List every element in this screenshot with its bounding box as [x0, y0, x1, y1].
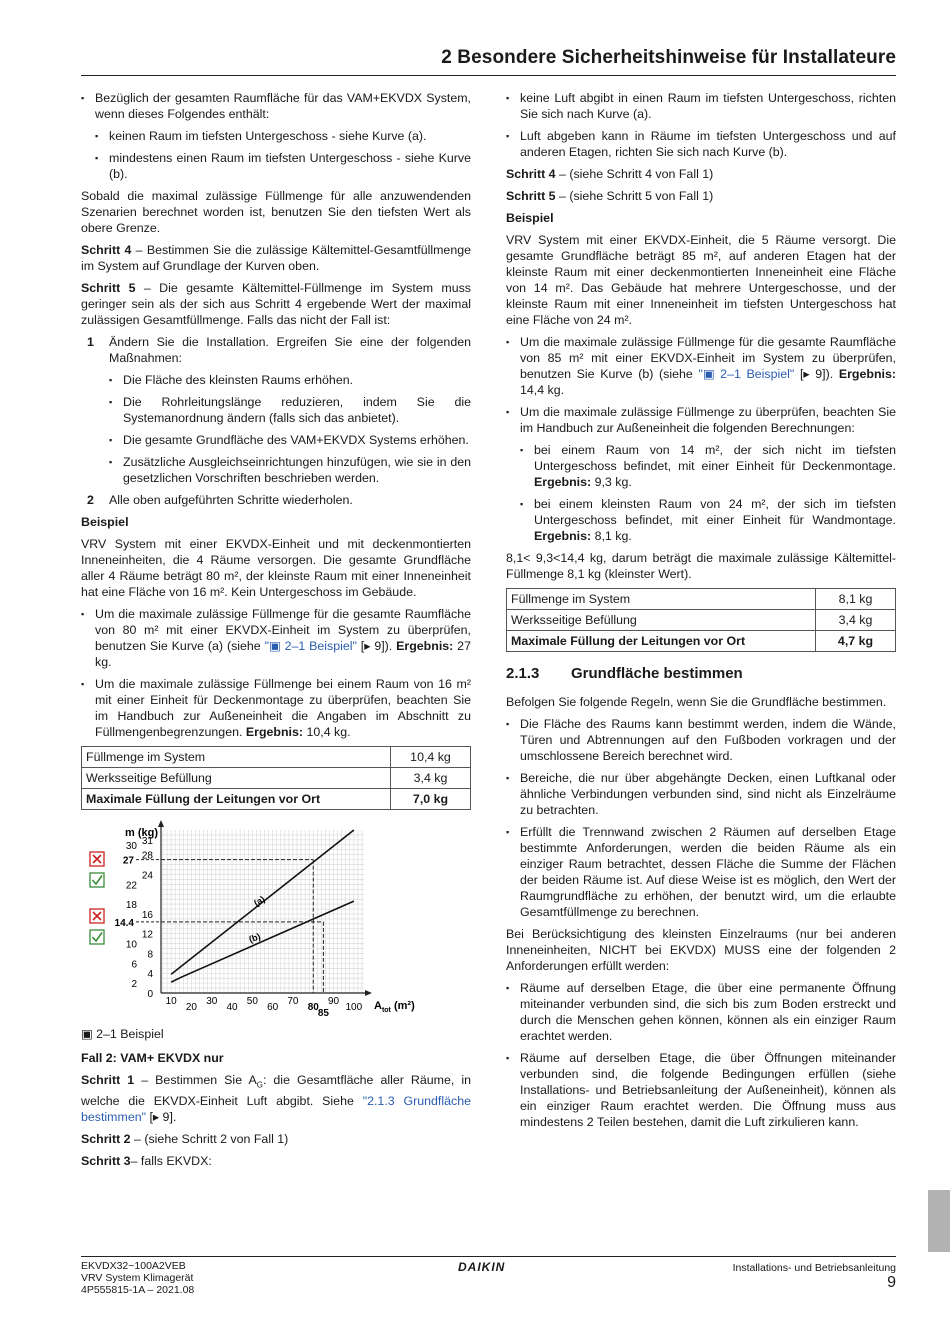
- y-tick-label: 22: [125, 880, 137, 892]
- series-label: (a): [252, 893, 267, 909]
- bullet-list: [81, 606, 471, 740]
- y-tick-label: 0: [147, 989, 153, 1000]
- paragraph: Sobald die maximal zulässige Füllmenge für alle anzuwendenden Szenarien berechnet worden ist, benutzen Sie den tiefsten Wert als obere Grenze.: [81, 189, 471, 235]
- list-item: 2 Alle oben aufgeführten Schritte wiederholen.: [87, 493, 353, 507]
- y-tick-label: 2: [131, 979, 137, 991]
- case-heading: Fall 2: VAM+ EKVDX nur: [81, 1051, 224, 1065]
- step-4: Schritt 4 – Bestimmen Sie die zulässige Kältemittel-Gesamtfüllmenge im System auf Grundlage der Kurven oben.: [81, 243, 472, 273]
- x-tick-label: 10: [165, 996, 177, 1007]
- list-item: ▪ Um die maximale zulässige Füllmenge für die gesamte Raumfläche von 85 m² mit einer EKVDX-Einheit im System zu überprüfen, benutzen Sie Kurve (b) (siehe "▣ 2–1 Beispiel" [▸ 9]). Ergebnis: 14,4 kg.: [506, 334, 896, 398]
- cross-icon: [90, 852, 104, 866]
- y-tick-label: 18: [125, 900, 137, 912]
- x-tick-label: 100: [345, 1002, 363, 1013]
- x-marker-label: 85: [317, 1008, 329, 1019]
- sub-list: [109, 372, 471, 486]
- footer-manual-title: Installations- und Betriebsanleitung: [732, 1262, 896, 1274]
- table-row: Füllmenge im System 8,1 kg: [507, 589, 896, 610]
- list-item: ▪ Die Fläche des Raums kann bestimmt werden, indem die Wände, Türen und Abtrennungen auf den Fußboden vorkragen und der umschlossene Bereich berechnet wird.: [506, 716, 896, 764]
- y-axis-label: m (kg): [125, 827, 158, 839]
- list-item: ▪ Die Rohrleitungslänge reduzieren, indem Sie die Systemanordnung ändern (falls sich das anbietet).: [109, 394, 471, 426]
- y-tick-label: 24: [141, 870, 153, 882]
- bullet-list: [506, 334, 896, 544]
- x-tick-label: 40: [226, 1002, 238, 1013]
- footer-rule: [81, 1256, 896, 1257]
- series-line: [171, 901, 354, 982]
- list-item: ▪ Die Fläche des kleinsten Raums erhöhen.: [109, 372, 471, 388]
- page-header-title: 2 Besondere Sicherheitshinweise für Installateure: [441, 47, 896, 68]
- step-3: Schritt 3– falls EKVDX:: [81, 1154, 212, 1169]
- table-row: Maximale Füllung der Leitungen vor Ort 7,0 kg: [82, 789, 471, 810]
- x-tick-label: 30: [206, 996, 218, 1007]
- y-tick-label: 14.4: [114, 917, 134, 929]
- x-tick-label: 90: [327, 996, 340, 1007]
- series-label: (b): [247, 931, 262, 945]
- sub-list: [520, 442, 896, 544]
- paragraph: 8,1< 9,3<14,4 kg, darum beträgt die maximale zulässige Kältemittel-Füllmenge 8,1 kg (kleinster Wert).: [506, 551, 896, 581]
- paragraph: Befolgen Sie folgende Regeln, wenn Sie die Grundfläche bestimmen.: [506, 695, 887, 709]
- step-5: Schritt 5 – Die gesamte Kältemittel-Füllmenge im System muss geringer sein als der sich aus Schritt 4 ergebende Wert der maximal zulässigen Gesamtfüllmenge. Falls das nicht der Fall ist:: [81, 281, 471, 327]
- list-item: ▪ Um die maximale zulässige Füllmenge für die gesamte Raumfläche von 80 m² mit einer EKVDX-Einheit im System zu überprüfen, benutzen Sie Kurve (a) (siehe "▣ 2–1 Beispiel" [▸ 9]). Ergebnis: 27 kg.: [81, 606, 471, 670]
- y-tick-label: 12: [141, 929, 153, 941]
- list-item: ▪ Um die maximale zulässige Füllmenge zu überprüfen, beachten Sie im Handbuch zur Außeneinheit die folgenden Berechnungen: ▪ bei einem Raum von 14 m², der sich nicht im tiefsten Untergeschoss befindet, mit einer Einheit für Deckenmontage. Ergebnis: 9,3 kg. ▪ bei einem kleinsten Raum von 24 m², der sich im tiefsten Untergeschoss befindet, mit einer Einheit für Wandmontage. Ergebnis: 8,1 kg.: [506, 404, 896, 544]
- x-axis-arrow: [365, 990, 372, 996]
- list-item: ▪ Erfüllt die Trennwand zwischen 2 Räumen auf derselben Etage bestimmte Anforderungen, werden die beiden Räume als ein einziger Raum betrachtet, dessen Fläche die Summe der Flächen der beiden Räume ist. Auf diese Weise ist es möglich, den Wert der Raumgrundfläche zu erhöhen, der benutzt wird, um die erlaubte Gesamtfüllmenge zu berechnen.: [506, 824, 896, 920]
- list-item: ▪ keinen Raum im tiefsten Untergeschoss - siehe Kurve (a).: [95, 128, 471, 144]
- bullet-list: [81, 90, 471, 182]
- y-tick-label: 31: [141, 835, 153, 847]
- example-heading: Beispiel: [506, 211, 554, 225]
- cross-icon: [90, 909, 104, 923]
- chart-svg: [81, 820, 471, 1020]
- y-tick-label: 16: [141, 909, 153, 921]
- list-item: ▪ mindestens einen Raum im tiefsten Untergeschoss - siehe Kurve (b).: [95, 150, 471, 182]
- header-rule: [81, 75, 896, 76]
- table-row: Werksseitige Befüllung 3,4 kg: [82, 768, 471, 789]
- list-item: ▪ Um die maximale zulässige Füllmenge bei einem Raum von 16 m² mit einer Einheit für Deckenmontage zu überprüfen, beachten Sie im Handbuch zur Außeneinheit die Angaben im Abschnitt zu Füllmengenbegrenzungen. Ergebnis: 10,4 kg.: [81, 676, 471, 740]
- step-4: Schritt 4 – (siehe Schritt 4 von Fall 1): [506, 167, 714, 181]
- check-icon: [90, 873, 104, 887]
- y-tick-label: 6: [131, 959, 137, 971]
- y-tick-label: 28: [141, 850, 153, 862]
- list-item: ▪ Die gesamte Grundfläche des VAM+EKVDX Systems erhöhen.: [109, 432, 471, 448]
- chart: [81, 820, 471, 1020]
- check-icon: [90, 930, 104, 944]
- table-row: Füllmenge im System 10,4 kg: [82, 747, 471, 768]
- figure-link[interactable]: "▣ 2–1 Beispiel": [264, 639, 357, 653]
- y-tick-label: 27: [122, 855, 134, 867]
- charge-table: [81, 746, 471, 810]
- y-tick-label: 8: [147, 949, 153, 961]
- paragraph: VRV System mit einer EKVDX-Einheit und mit deckenmontierten Inneneinheiten, die 4 Räume versorgen. Die gesamte Grundfläche aller 4 Räume beträgt 80 m², der kleinste Raum mit einer Inneneinheit hat eine Fläche von 16 m². Kein Untergeschoss im Gebäude.: [81, 537, 471, 599]
- section-heading: 2.1.3 Grundfläche bestimmen: [506, 665, 743, 682]
- charge-table: [506, 588, 896, 652]
- list-item: 1 Ändern Sie die Installation. Ergreifen Sie eine der folgenden Maßnahmen: ▪ Die Fläche des kleinsten Raums erhöhen. ▪ Die Rohrleitungslänge reduzieren, indem Sie die Systemanordnung ändern (falls sich das anbietet). ▪ Die gesamte Grundfläche des VAM+EKVDX Systems erhöhen. ▪ Zusätzliche Ausgleichseinrichtungen hinzufügen, wie sie in den gesetzlichen Vorschriften beschrieben werden.: [81, 334, 471, 486]
- left-column: [81, 90, 471, 1175]
- x-tick-label: 70: [287, 996, 299, 1007]
- x-tick-label: 20: [185, 1002, 198, 1013]
- list-item: ▪ Räume auf derselben Etage, die über eine permanente Öffnung miteinander verbunden sind, die sich bis zum Boden erstreckt und durch die Menschen gehen können, können als ein einziger Raum erachtet werden.: [506, 980, 896, 1044]
- list-item: ▪ bei einem kleinsten Raum von 24 m², der sich im tiefsten Untergeschoss befindet, mit einer Einheit für Wandmontage. Ergebnis: 8,1 kg.: [520, 496, 896, 544]
- paragraph: Bei Berücksichtigung des kleinsten Einzelraums (nur bei anderen Inneneinheiten, NICHT bei EKVDX) MUSS eine der folgenden 2 Anforderungen erfüllt werden:: [506, 927, 896, 973]
- numbered-list: [81, 334, 471, 508]
- step-1: Schritt 1 – Bestimmen Sie $A_G$: die Gesamtfläche aller Räume, in welche die EKVDX-Einheit Luft abgibt. Siehe "2.1.3 Grundfläche bestimmen" [▸ 9].: [81, 1073, 472, 1125]
- y-tick-label: 10: [125, 939, 137, 951]
- list-item: ▪ Bereiche, die nur über abgehängte Decken, einen Luftkanal oder ähnliche Verbindungen verbunden sind, sind nicht als Einzelräume zu betrachten.: [506, 770, 896, 818]
- list-item: ▪ bei einem Raum von 14 m², der sich nicht im tiefsten Untergeschoss befindet, mit einer Einheit für Deckenmontage. Ergebnis: 9,3 kg.: [520, 442, 896, 490]
- y-tick-label: 30: [125, 840, 137, 852]
- x-tick-label: 80: [307, 1002, 319, 1013]
- figure-caption: ▣ 2–1 Beispiel: [81, 1027, 164, 1041]
- figure-link[interactable]: "▣ 2–1 Beispiel": [698, 367, 795, 381]
- footer-left: EKVDX32~100A2VEB VRV System Klimagerät 4P555815-1A – 2021.08: [81, 1260, 195, 1296]
- bullet-list: [506, 716, 896, 920]
- y-axis-arrow: [158, 820, 164, 827]
- right-column: [506, 90, 896, 1136]
- side-tab: [928, 1190, 950, 1252]
- list-item: ▪ Räume auf derselben Etage, die über Öffnungen miteinander verbunden sind, die folgende Bedingungen erfüllen (siehe Installations- und Betriebsanleitung der Außeneinheit), können als ein einziger Raum erachtet werden. Die Öffnung muss aus mindestens 2 Teilen bestehen, damit die Luft zirkulieren kann.: [506, 1050, 896, 1130]
- table-row: Maximale Füllung der Leitungen vor Ort 4,7 kg: [507, 631, 896, 652]
- step-5: Schritt 5 – (siehe Schritt 5 von Fall 1): [506, 189, 714, 203]
- section-link[interactable]: "2.1.3 Grundfläche bestimmen": [81, 1094, 471, 1125]
- page-number: 9: [887, 1274, 896, 1291]
- bullet-list: [506, 980, 896, 1130]
- step-2: Schritt 2 – (siehe Schritt 2 von Fall 1): [81, 1132, 289, 1147]
- plot-area: [115, 820, 372, 1019]
- sub-list: [95, 128, 471, 182]
- list-item: ▪ Zusätzliche Ausgleichseinrichtungen hinzufügen, wie sie in den gesetzlichen Vorschriften beschrieben werden.: [109, 454, 471, 486]
- daikin-logo: DAIKIN: [458, 1260, 506, 1274]
- list-item: ▪ Luft abgeben kann in Räume im tiefsten Untergeschoss und auf anderen Etagen, richten Sie sich nach Kurve (b).: [506, 128, 896, 160]
- status-icons: [90, 852, 104, 944]
- x-tick-label: 50: [246, 996, 258, 1007]
- list-item: ▪ keine Luft abgibt in einen Raum im tiefsten Untergeschoss, richten Sie sich nach Kurve (a).: [506, 90, 896, 122]
- list-item: ▪ Bezüglich der gesamten Raumfläche für das VAM+EKVDX System, wenn dieses Folgendes enthält: ▪ keinen Raum im tiefsten Untergeschoss - siehe Kurve (a). ▪ mindestens einen Raum im tiefsten Untergeschoss - siehe Kurve (b).: [81, 90, 471, 182]
- y-tick-label: 4: [147, 969, 153, 981]
- x-axis-label: $A_{tot}$ (m²): [374, 1000, 415, 1014]
- paragraph: VRV System mit einer EKVDX-Einheit, die 5 Räume versorgt. Die gesamte Grundfläche beträgt 85 m², auf anderen Etagen hat der kleinste Raum mit einer deckenmontierten Inneneinheit eine Fläche von 14 m². Das Gebäude hat mehrere Untergeschosse, und der kleinste Raum mit einer Inneneinheit im tiefsten Untergeschoss hat eine Fläche von 24 m².: [506, 233, 896, 327]
- example-heading: Beispiel: [81, 515, 129, 529]
- x-tick-label: 60: [267, 1002, 279, 1013]
- bullet-list: [506, 90, 896, 160]
- table-row: Werksseitige Befüllung 3,4 kg: [507, 610, 896, 631]
